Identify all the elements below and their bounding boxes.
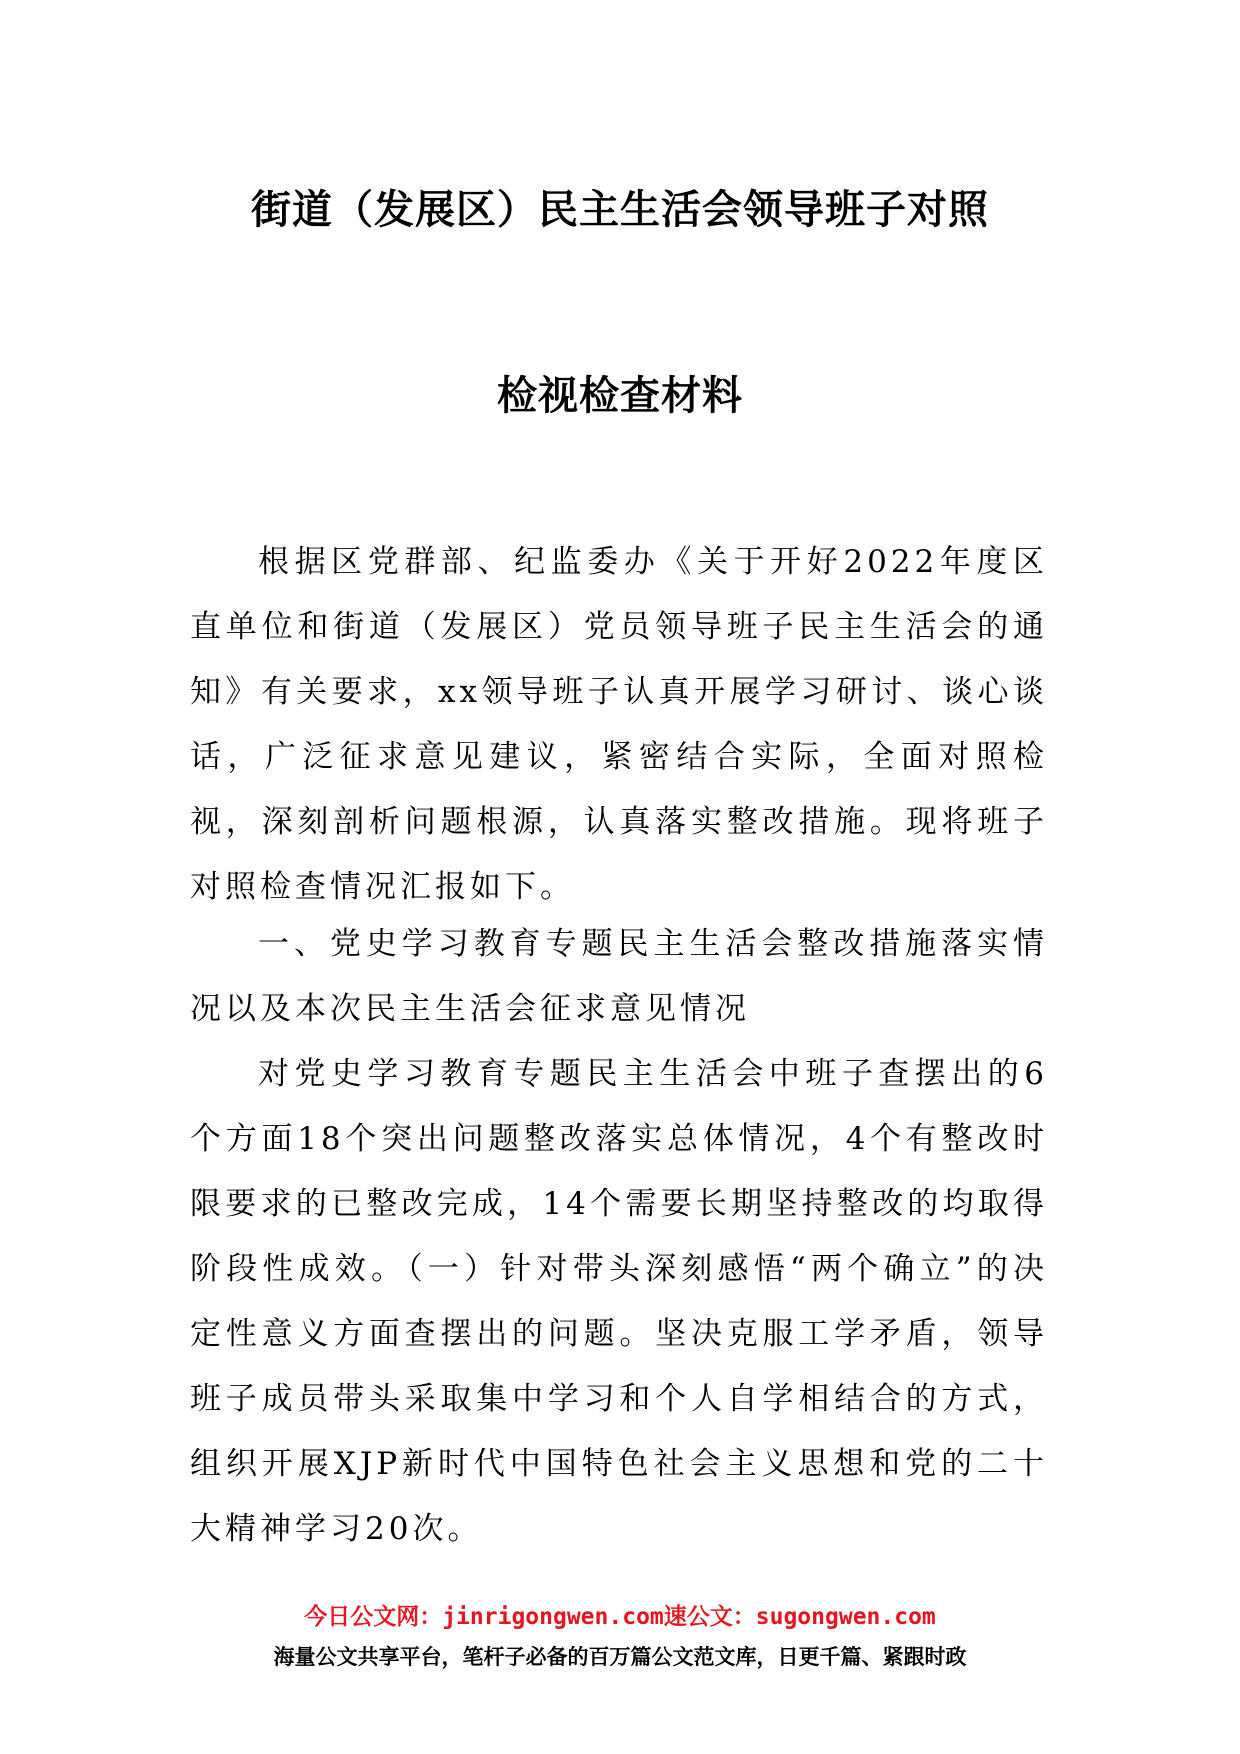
footer-site1-url[interactable]: jinrigongwen.com [442, 1604, 664, 1630]
document-title-line-2: 检视检查材料 [497, 373, 743, 419]
footer-site2-label: 速公文： [663, 1604, 756, 1630]
section-heading-1: 一、党史学习教育专题民主生活会整改措施落实情况以及本次民主生活会征求意见情况 [190, 926, 1048, 1027]
paragraph-section-1-body: 对党史学习教育专题民主生活会中班子查摆出的6个方面18个突出问题整改落实总体情况，4个有整改时限要求的已整改完成，14个需要长期坚持整改的均取得阶段性成效。（一）针对带头深刻感悟“两个确立”的决定性意义方面查摆出的问题。坚决克服工学矛盾，领导班子成员带头采取集中学习和个人自学相结合的方式，组织开展XJP新时代中国特色社会主义思想和党的二十大精神学习20次。 [190, 1056, 1048, 1547]
footer-site-links [0, 1600, 1240, 1634]
paragraph-intro: 根据区党群部、纪监委办《关于开好2022年度区直单位和街道（发展区）党员领导班子民主生活会的通知》有关要求，xx领导班子认真开展学习研讨、谈心谈话，广泛征求意见建议，紧密结合实际，全面对照检视，深刻剖析问题根源，认真落实整改措施。现将班子对照检查情况汇报如下。 [190, 544, 1048, 905]
footer-site2-url[interactable]: sugongwen.com [755, 1604, 936, 1630]
footer-tagline: 海量公文共享平台，笔杆子必备的百万篇公文范文库，日更千篇、紧跟时政 [273, 1645, 967, 1669]
document-title-line-1: 街道（发展区）民主生活会领导班子对照 [251, 187, 989, 233]
footer-site1-label: 今日公文网： [304, 1604, 443, 1630]
